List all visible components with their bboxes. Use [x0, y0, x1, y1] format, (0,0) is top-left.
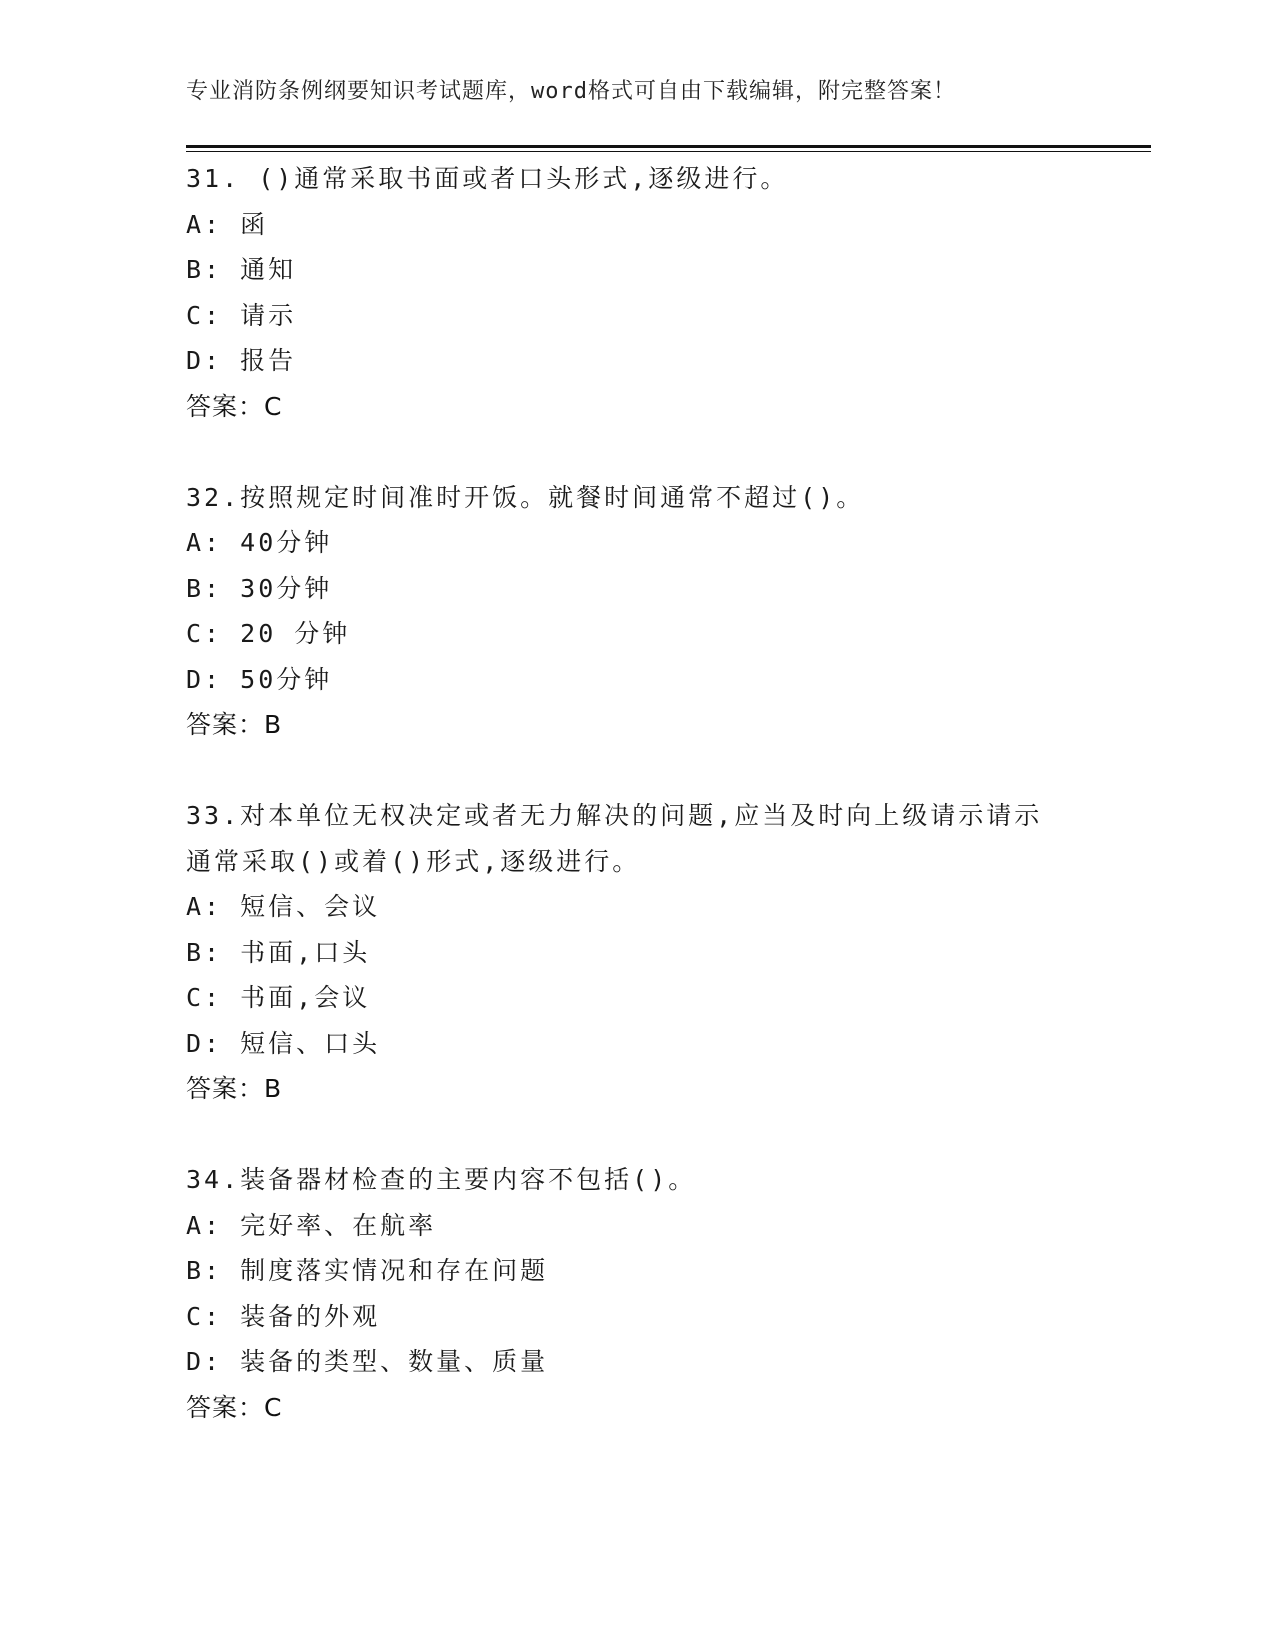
- header-rule-thick: [186, 145, 1151, 148]
- question-stem: 34.装备器材检查的主要内容不包括()。: [186, 1165, 697, 1194]
- option-d: D: 短信、口头: [186, 1028, 381, 1058]
- option-a: A: 完好率、在航率: [186, 1210, 437, 1240]
- option-b: B: 制度落实情况和存在问题: [186, 1256, 549, 1285]
- option-b: B: 30分钟: [186, 573, 333, 603]
- question-31: [186, 156, 1086, 429]
- option-d: D: 50分钟: [186, 664, 333, 694]
- question-spacer: [186, 748, 1086, 794]
- option-a: A: 函: [186, 209, 269, 239]
- option-d: D: 报告: [186, 346, 297, 375]
- option-b: B: 通知: [186, 255, 297, 284]
- question-stem-continued: 通常采取()或着()形式,逐级进行。: [186, 846, 641, 876]
- page-header: 专业消防条例纲要知识考试题库，word格式可自由下载编辑，附完整答案！: [186, 79, 956, 104]
- question-list: [186, 156, 1086, 1430]
- answer: 答案：B: [186, 1074, 283, 1103]
- option-b: B: 书面,口头: [186, 937, 371, 967]
- option-c: C: 20 分钟: [186, 619, 351, 648]
- option-c: C: 请示: [186, 300, 297, 330]
- header-rule-thin: [186, 151, 1151, 152]
- question-stem: 33.对本单位无权决定或者无力解决的问题,应当及时向上级请示请示: [186, 801, 1043, 830]
- question-33: [186, 793, 1086, 1112]
- option-c: C: 书面,会议: [186, 983, 371, 1012]
- option-d: D: 装备的类型、数量、质量: [186, 1347, 549, 1376]
- option-a: A: 短信、会议: [186, 892, 381, 921]
- question-spacer: [186, 1112, 1086, 1158]
- question-spacer: [186, 429, 1086, 475]
- option-c: C: 装备的外观: [186, 1301, 381, 1331]
- question-stem: 31. ()通常采取书面或者口头形式,逐级进行。: [186, 164, 789, 193]
- answer: 答案：B: [186, 710, 283, 739]
- question-34: [186, 1157, 1086, 1430]
- answer: 答案：C: [186, 391, 283, 421]
- option-a: A: 40分钟: [186, 528, 333, 557]
- answer: 答案：C: [186, 1392, 283, 1422]
- question-stem: 32.按照规定时间准时开饭。就餐时间通常不超过()。: [186, 482, 865, 512]
- question-32: [186, 475, 1086, 748]
